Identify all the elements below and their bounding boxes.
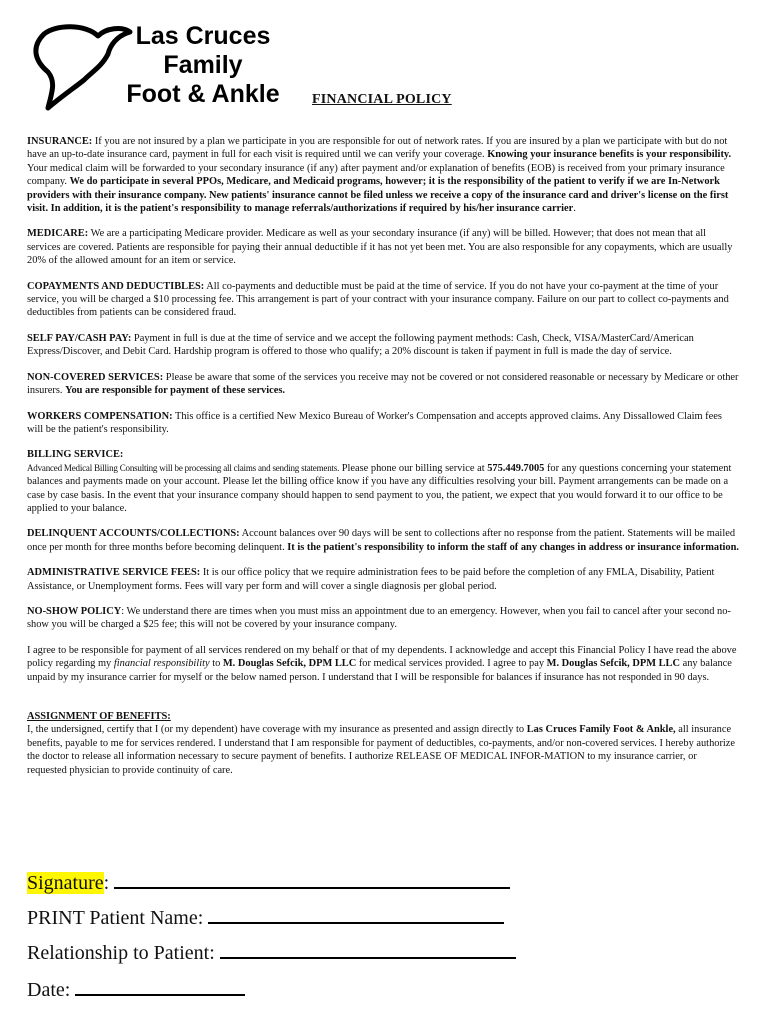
agree-doctor-1: M. Douglas Sefcik, DPM LLC bbox=[222, 658, 357, 670]
medicare-label: MEDICARE: bbox=[27, 228, 89, 240]
admin-section bbox=[27, 566, 739, 593]
relationship-label: Relationship to Patient: bbox=[27, 942, 215, 964]
insurance-text-1: If you are not insured by a plan we participate in you are responsible for out of network rates. If you are insured by a plan we participate with but do not have an up-to-date insurance card, payment in full for each visit is required until we can verify your coverage. bbox=[27, 136, 728, 161]
agree-text-4: any balance unpaid by my insurance carrier for myself or the below named person. I understand that I will be responsible for balances if insurance has not responded in 90 days. bbox=[27, 658, 732, 683]
delinquent-text: Account balances over 90 days will be sent to collections after no response from the patient. Statements will be mailed once per month for three months before becoming delinquent. bbox=[27, 528, 736, 553]
date-label: Date: bbox=[27, 979, 71, 1001]
logo-line-1: Las Cruces bbox=[135, 22, 271, 50]
billing-text-1: Please phone our billing service at bbox=[339, 462, 488, 474]
print-name-field[interactable] bbox=[208, 906, 504, 924]
print-name-row bbox=[27, 905, 504, 931]
billing-phone: 575.449.7005 bbox=[487, 462, 545, 474]
relationship-field[interactable] bbox=[220, 941, 516, 959]
noncovered-text: Please be aware that some of the services you receive may not be covered or not considered reasonable or necessary by Medicare or other insurers. bbox=[27, 371, 739, 397]
workers-text: This office is a certified New Mexico Bureau of Worker's Compensation and accepts approved claims. Any Dissallowed Claim fees will be the patient's responsibility. bbox=[27, 410, 722, 435]
assignment-text-2: all insurance benefits, payable to me for services rendered. I understand that I am responsible for payment of deductibles, co-payments, and/or non-covered services. I hereby authorize the doctor to release all information necessary to secure payment of benefits. I authorize RELEASE OF MEDICAL INFOR-MATION to my insurance carrier, or requested physician to provide continuity of care. bbox=[27, 724, 736, 776]
selfpay-text: Payment in full is due at the time of service and we accept the following payment methods: Cash, Check, VISA/MasterCard/American Express/Discover, and Debit Card. Hardship program is offered to those who qualify; a 20% discount is taken if payment in full is made the day of service. bbox=[27, 332, 694, 358]
agree-text-1: I agree to be responsible for payment of all services rendered on my behalf or that of my dependents. I acknowledge and accept this Financial Policy I have read the above policy regarding my bbox=[27, 644, 737, 670]
workers-section bbox=[27, 410, 739, 437]
agree-italic: financial responsibility bbox=[113, 658, 210, 670]
noncovered-section bbox=[27, 371, 739, 398]
medicare-text: We are a participating Medicare provider. Medicare as well as your secondary insurance (if any) will be billed. However; that does not mean that all services are covered. Patients are responsible for paying their annual deductible if it has not yet been met. You are also responsible for any copayments, which are usually 20% of the allowed amount for an item or service. bbox=[27, 228, 733, 267]
billing-label: BILLING SERVICE: bbox=[27, 449, 124, 461]
agree-doctor-2: M. Douglas Sefcik, DPM LLC bbox=[546, 658, 680, 670]
noncovered-label: NON-COVERED SERVICES: bbox=[27, 371, 164, 383]
insurance-text-3: . bbox=[573, 203, 576, 215]
copayments-text: All co-payments and deductible must be paid at the time of service. If you do not have your co-payment at the time of your service, you will be charged a $10 processing fee. This arrangement is part of your contract with your insurance company. Failure on our part to collect co-payments and deductibles from patients can be considered fraud. bbox=[27, 280, 729, 319]
copayments-section bbox=[27, 280, 739, 320]
assignment-section bbox=[27, 710, 739, 777]
signature-label: Signature bbox=[27, 872, 104, 894]
agree-text-3: for medical services provided. I agree to pay bbox=[356, 658, 547, 670]
insurance-label: INSURANCE: bbox=[27, 136, 93, 147]
noncovered-bold: You are responsible for payment of these services. bbox=[65, 385, 286, 397]
delinquent-label: DELINQUENT ACCOUNTS/COLLECTIONS: bbox=[27, 528, 240, 540]
agree-text-2: to bbox=[209, 658, 223, 670]
medicare-section bbox=[27, 227, 739, 267]
insurance-section bbox=[27, 135, 739, 215]
admin-label: ADMINISTRATIVE SERVICE FEES: bbox=[27, 567, 201, 579]
practice-name bbox=[118, 22, 288, 109]
billing-small-text: Advanced Medical Billing Consulting will be processing all claims and sending statements. bbox=[27, 462, 340, 473]
assignment-practice: Las Cruces Family Foot & Ankle, bbox=[526, 724, 676, 736]
logo-line-2: Family bbox=[163, 51, 243, 79]
insurance-bold-1: Knowing your insurance benefits is your responsibility. bbox=[487, 149, 732, 161]
signature-field[interactable] bbox=[114, 871, 510, 889]
delinquent-section bbox=[27, 527, 739, 554]
date-row bbox=[27, 977, 245, 1003]
insurance-text-2: Your medical claim will be forwarded to your secondary insurance (if any) after payment and/or explanation of benefits (EOB) is received from your primary insurance company. bbox=[27, 162, 725, 188]
assignment-text-1: I, the undersigned, certify that I (or my dependent) have coverage with my insurance as presented and assign directly to bbox=[27, 724, 527, 736]
billing-text-2: for any questions concerning your statement balances and payments made on your account. Please let the billing office know if you have any difficulties resolving your bill. Payment arrangements can be made on a case by case basis. In the event that your insurance company should happen to send payment to you, the patient, we expect that you would forward it to our office to be applied to your balance. bbox=[27, 462, 732, 514]
assignment-label: ASSIGNMENT OF BENEFITS: bbox=[27, 711, 171, 722]
page-title: FINANCIAL POLICY bbox=[312, 92, 452, 107]
relationship-row bbox=[27, 940, 516, 966]
policy-body bbox=[27, 135, 739, 789]
signature-row bbox=[27, 870, 510, 896]
date-field[interactable] bbox=[75, 978, 245, 996]
delinquent-bold: It is the patient's responsibility to inform the staff of any changes in address or insurance information. bbox=[287, 541, 739, 553]
print-name-label: PRINT Patient Name: bbox=[27, 907, 204, 929]
selfpay-section bbox=[27, 332, 739, 359]
billing-section bbox=[27, 448, 739, 515]
copayments-label: COPAYMENTS AND DEDUCTIBLES: bbox=[27, 280, 205, 292]
selfpay-label: SELF PAY/CASH PAY: bbox=[27, 332, 132, 344]
signature-colon: : bbox=[103, 872, 110, 894]
admin-text: It is our office policy that we require administration fees to be paid before the completion of any FMLA, Disability, Patient Assistance, or Unemployment forms. Fees will vary per form and will cover a single diagnosis per global period. bbox=[27, 567, 715, 592]
noshow-label: NO-SHOW POLICY bbox=[27, 605, 122, 617]
agreement-section bbox=[27, 644, 739, 684]
noshow-text: : We understand there are times when you must miss an appointment due to an emergency. However, when you fail to cancel after your second no-show you will be charged a $25 fee; this will not be covered by your insurance company. bbox=[27, 605, 731, 631]
noshow-section bbox=[27, 605, 739, 632]
logo-line-3: Foot & Ankle bbox=[126, 80, 280, 108]
insurance-bold-2: We do participate in several PPOs, Medicare, and Medicaid programs, however; it is the responsibility of the patient to verify if we are In-Network providers with their insurance company. New patients' insurance cannot be filed unless we receive a copy of the insurance card and driver's license on the first visit. In addition, it is the patient's responsibility to manage referrals/authorizations if required by his/her insurance carrier bbox=[27, 176, 729, 215]
workers-label: WORKERS COMPENSATION: bbox=[27, 410, 173, 422]
